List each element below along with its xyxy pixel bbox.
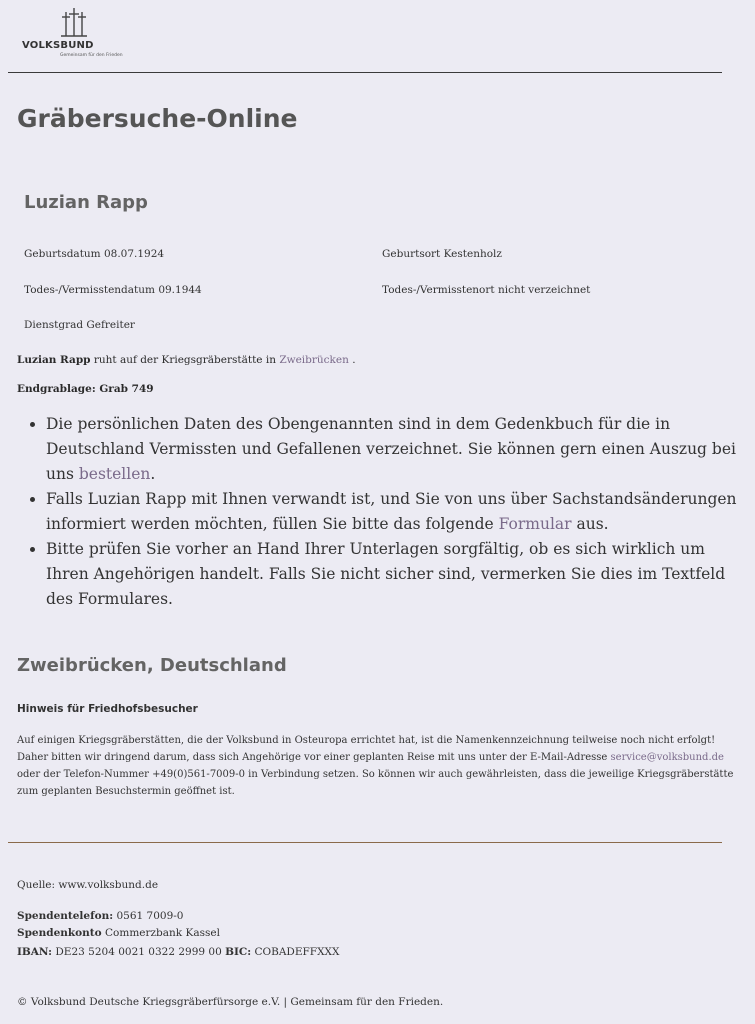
rank: Dienstgrad Gefreiter	[24, 319, 135, 331]
iban-label: IBAN:	[17, 946, 53, 958]
info-list	[27, 412, 746, 612]
rests-end: .	[348, 354, 356, 366]
list-item-end: aus.	[571, 515, 609, 533]
logo-title: VOLKSBUND	[22, 40, 94, 51]
list-item-text: Die persönlichen Daten des Obengenannten sind in dem Gedenkbuch für die in Deutschland Vermissten und Gefallenen verzeichnet. Sie können gern einen Auszug bei uns	[46, 415, 736, 483]
iban-value: DE23 5204 0021 0322 2999 00	[52, 946, 226, 958]
donation-phone	[17, 910, 184, 922]
person-name: Luzian Rapp	[24, 192, 148, 213]
bic-label: BIC:	[225, 946, 252, 958]
visitor-hint-text	[17, 732, 742, 800]
header-divider	[8, 72, 722, 73]
source: Quelle: www.volksbund.de	[17, 879, 159, 891]
list-item	[46, 537, 746, 612]
birthplace: Geburtsort Kestenholz	[382, 248, 502, 260]
donation-account-value: Commerzbank Kassel	[101, 927, 220, 939]
donation-account	[17, 927, 220, 939]
hint-text-part: oder der Telefon-Nummer +49(0)561-7009-0 in Verbindung setzen. So können wir auch gewährleisten, dass die jeweilige Kriegsgräberstätte zum geplanten Besuchstermin geöffnet ist.	[17, 769, 734, 797]
bank-details	[17, 946, 340, 958]
cemetery-title: Zweibrücken, Deutschland	[17, 655, 287, 676]
rests-sentence	[17, 354, 356, 366]
list-item	[46, 487, 746, 537]
logo-subtitle: Gemeinsam für den Frieden	[60, 53, 123, 58]
volksbund-logo[interactable]	[22, 6, 132, 60]
footer-divider	[8, 842, 722, 843]
list-item-end: .	[150, 465, 156, 483]
donation-account-label: Spendenkonto	[17, 927, 102, 939]
donation-phone-value: 0561 7009-0	[113, 910, 184, 922]
page-title: Gräbersuche-Online	[17, 104, 298, 133]
list-item	[46, 412, 746, 487]
list-item-text: Bitte prüfen Sie vorher an Hand Ihrer Unterlagen sorgfältig, ob es sich wirklich um Ihren Angehörigen handelt. Falls Sie nicht sicher sind, vermerken Sie dies im Textfeld des Formulares.	[46, 540, 726, 608]
donation-phone-label: Spendentelefon:	[17, 910, 114, 922]
list-item-text: Falls Luzian Rapp mit Ihnen verwandt ist, und Sie von uns über Sachstandsänderungen informiert werden möchten, füllen Sie bitte das folgende	[46, 490, 737, 533]
form-link[interactable]: Formular	[498, 515, 572, 533]
birthdate: Geburtsdatum 08.07.1924	[24, 248, 165, 260]
cemetery-link[interactable]: Zweibrücken	[279, 354, 349, 366]
hint-text-part: Auf einigen Kriegsgräberstätten, die der Volksbund in Osteuropa errichtet hat, ist die Namenkennzeichnung teilweise noch nicht erfolgt! Daher bitten wir dringend darum, dass sich Angehörige vor einer geplanten Reise mit uns unter der E-Mail-Adresse	[17, 735, 716, 763]
grave-location: Endgrablage: Grab 749	[17, 383, 154, 395]
email-link[interactable]: service@volksbund.de	[610, 752, 724, 763]
bic-value: COBADEFFXXX	[251, 946, 340, 958]
deathdate: Todes-/Vermisstendatum 09.1944	[24, 284, 202, 296]
order-link[interactable]: bestellen	[78, 465, 151, 483]
deathplace: Todes-/Vermisstenort nicht verzeichnet	[382, 284, 591, 296]
rests-name: Luzian Rapp	[17, 354, 91, 366]
rests-text: ruht auf der Kriegsgräberstätte in	[90, 354, 280, 366]
copyright: © Volksbund Deutsche Kriegsgräberfürsorge e.V. | Gemeinsam für den Frieden.	[17, 996, 444, 1008]
crosses-icon	[59, 6, 89, 38]
visitor-hint-title: Hinweis für Friedhofsbesucher	[17, 703, 198, 715]
